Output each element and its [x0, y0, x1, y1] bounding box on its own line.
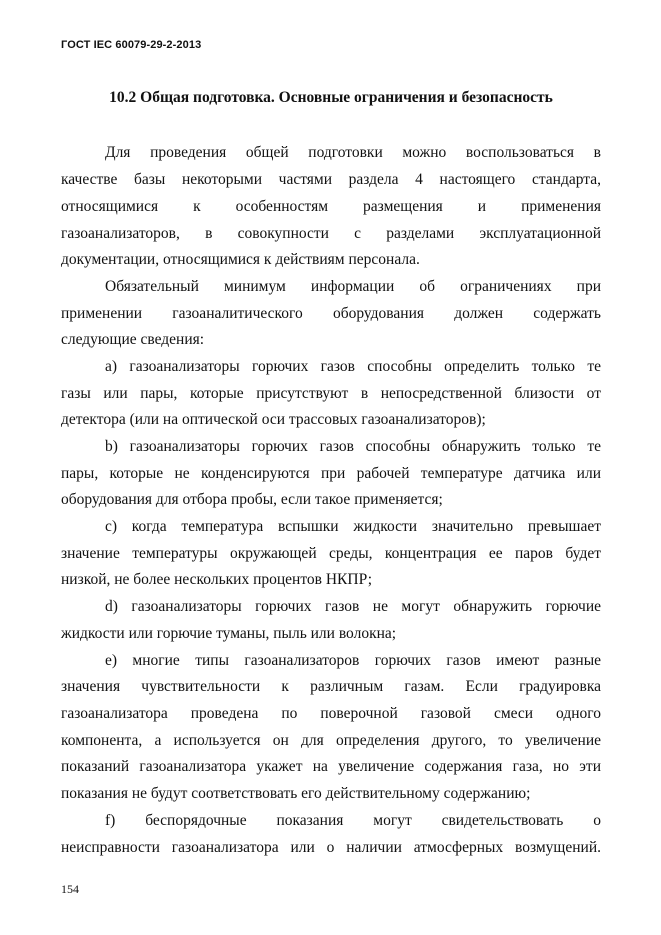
list-item-c-line: низкой, не более нескольких процентов НКПР;: [61, 571, 373, 588]
list-item-b-line: пары, которые не конденсируются при рабочей температуре датчика или: [61, 465, 601, 482]
list-item-e-line: компонента, а используется он для определения другого, то увеличение: [61, 732, 601, 749]
page-number: 154: [61, 882, 79, 896]
list-item-b-line: оборудования для отбора пробы, если такое применяется;: [61, 491, 443, 508]
document-code-header: ГОСТ IEC 60079-29-2-2013: [61, 39, 202, 51]
list-item-e-line: показаний газоанализатора укажет на увеличение содержания газа, но эти: [61, 758, 601, 775]
list-item-e-line: показания не будут соответствовать его действительному содержанию;: [61, 785, 531, 802]
list-item-c-line: значение температуры окружающей среды, концентрация ее паров будет: [61, 545, 601, 562]
text-line: Для проведения общей подготовки можно воспользоваться в: [105, 144, 601, 161]
text-line: относящимися к особенностям размещения и применения: [61, 198, 601, 215]
list-item-f-line: неисправности газоанализатора или о наличии атмосферных возмущений.: [61, 839, 601, 856]
text-line: газоанализаторов, в совокупности с разделами эксплуатационной: [61, 225, 601, 242]
list-item-f-line: f) беспорядочные показания могут свидетельствовать о: [105, 812, 601, 829]
list-item-a-line: детектора (или на оптической оси трассовых газоанализаторов);: [61, 411, 486, 428]
list-item-a-line: а) газоанализаторы горючих газов способны определить только те: [105, 358, 601, 375]
list-item-a-line: газы или пары, которые присутствуют в непосредственной близости от: [61, 385, 601, 402]
list-item-b-line: b) газоанализаторы горючих газов способны обнаружить только те: [105, 438, 601, 455]
list-item-e-line: газоанализатора проведена по поверочной газовой смеси одного: [61, 705, 601, 722]
text-line: Обязательный минимум информации об ограничениях при: [105, 278, 601, 295]
text-line: документации, относящимися к действиям персонала.: [61, 251, 420, 268]
text-line: применении газоаналитического оборудования должен содержать: [61, 305, 601, 322]
section-title: 10.2 Общая подготовка. Основные ограничения и безопасность: [109, 89, 553, 106]
list-item-d-line: жидкости или горючие туманы, пыль или волокна;: [61, 625, 397, 642]
text-line: качестве базы некоторыми частями раздела 4 настоящего стандарта,: [61, 171, 601, 188]
text-line: следующие сведения:: [61, 331, 205, 348]
list-item-e-line: е) многие типы газоанализаторов горючих газов имеют разные: [105, 652, 601, 669]
list-item-e-line: значения чувствительности к различным газам. Если градуировка: [61, 678, 601, 695]
list-item-d-line: d) газоанализаторы горючих газов не могут обнаружить горючие: [105, 598, 601, 615]
list-item-c-line: с) когда температура вспышки жидкости значительно превышает: [105, 518, 601, 535]
